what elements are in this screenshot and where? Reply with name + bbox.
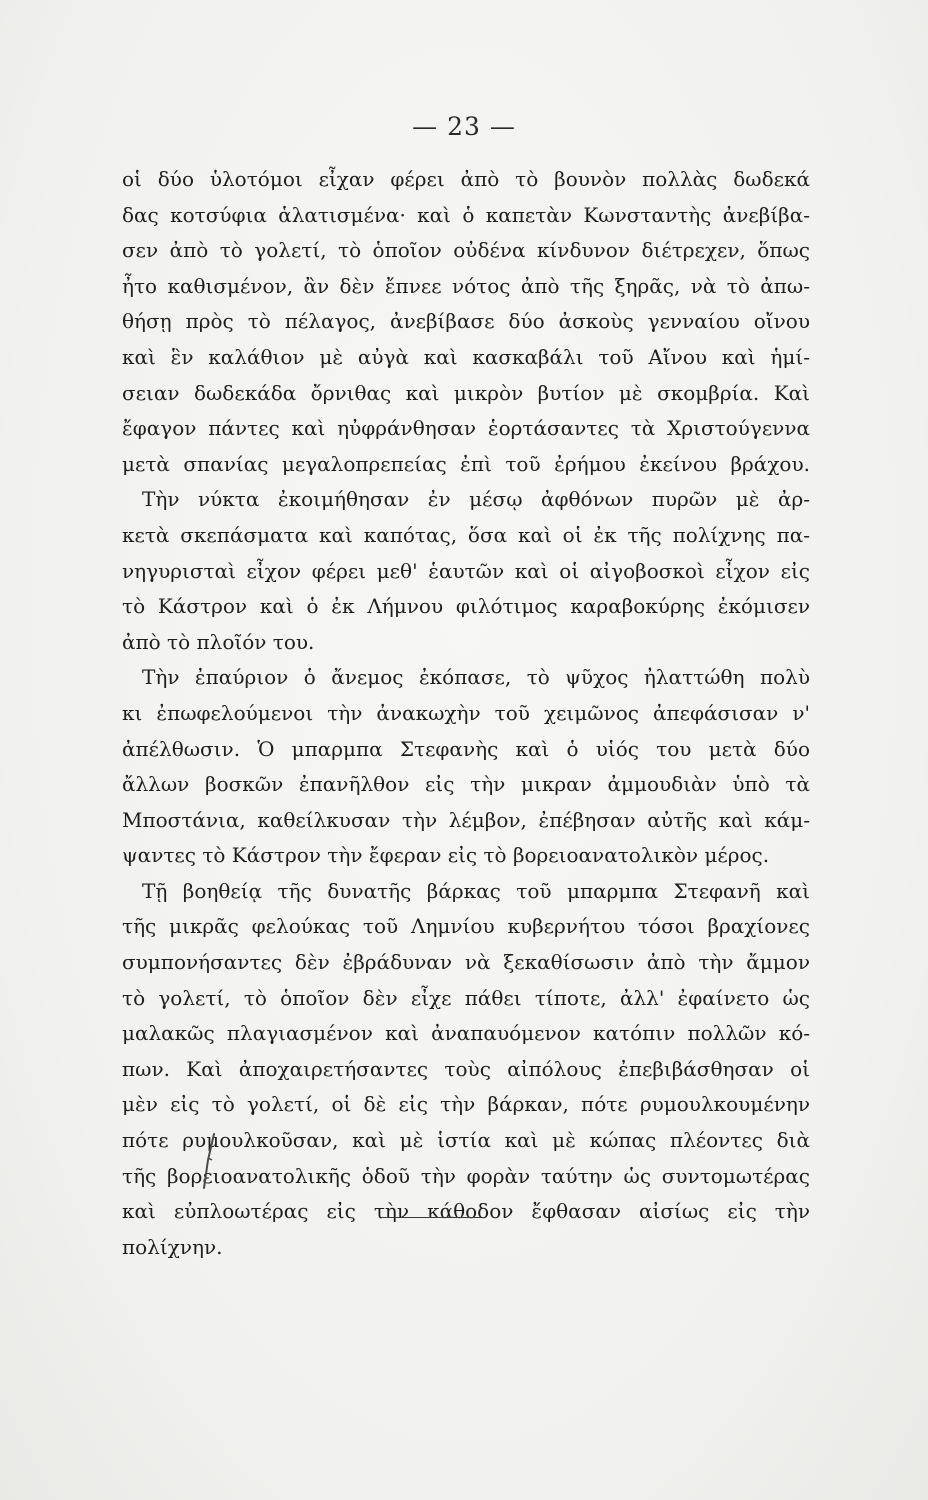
text-line: οἱ δύο ὑλοτόμοι εἶχαν φέρει ἀπὸ τὸ βουνὸν πολλὰς δωδεκά bbox=[122, 167, 810, 191]
paragraph-2 bbox=[122, 482, 810, 660]
text-line: ἀπὸ τὸ πλοῖόν του. bbox=[122, 629, 315, 654]
text-line: καὶ ἓν καλάθιον μὲ αὐγὰ καὶ κασκαβάλι τοῦ Αἴνου καὶ ἡμί- bbox=[122, 344, 810, 369]
text-line: Τὴν νύκτα ἐκοιμήθησαν ἐν μέσῳ ἀφθόνων πυρῶν μὲ ἀρ- bbox=[142, 487, 810, 512]
text-line: Μποστάνια, καθείλκυσαν τὴν λέμβον, ἐπέβησαν αὐτῆς καὶ κάμ- bbox=[122, 807, 810, 832]
text-line: ψαντες τὸ Κάστρον τὴν ἔφεραν εἰς τὸ βορειοανατολικὸν μέρος. bbox=[122, 843, 770, 868]
text-line: τὸ γολετί, τὸ ὁποῖον δὲν εἶχε πάθει τίποτε, ἀλλ' ἐφαίνετο ὡς bbox=[122, 985, 810, 1010]
text-line: σεν ἀπὸ τὸ γολετί, τὸ ὁποῖον οὐδένα κίνδυνον διέτρεχεν, ὅπως bbox=[122, 238, 810, 263]
paragraph-3 bbox=[122, 660, 810, 874]
text-line: τὸ Κάστρον καὶ ὁ ἐκ Λήμνου φιλότιμος καραβοκύρης ἐκόμισεν bbox=[122, 594, 810, 619]
text-line: πων. Καὶ ἀποχαιρετήσαντες τοὺς αἰπόλους ἐπεβιβάσθησαν οἱ bbox=[122, 1056, 810, 1081]
end-divider bbox=[383, 1217, 481, 1218]
text-line: μετὰ σπανίας μεγαλοπρεπείας ἐπὶ τοῦ ἐρήμου ἐκείνου βράχου. bbox=[122, 451, 810, 476]
text-line: πότε ρυμουλκοῦσαν, καὶ μὲ ἱστία καὶ μὲ κώπας πλέοντες διὰ bbox=[122, 1128, 810, 1153]
text-line: κετὰ σκεπάσματα καὶ καπότας, ὅσα καὶ οἱ ἐκ τῆς πολίχνης πα- bbox=[122, 522, 810, 547]
text-line: ἄλλων βοσκῶν ἐπανῆλθον εἰς τὴν μικραν ἀμμουδιὰν ὑπὸ τὰ bbox=[122, 772, 810, 797]
text-line: ἦτο καθισμένον, ἂν δὲν ἔπνεε νότος ἀπὸ τῆς ξηρᾶς, νὰ τὸ ἀπω- bbox=[122, 273, 810, 298]
text-line: κι ἐπωφελούμενοι τὴν ἀνακωχὴν τοῦ χειμῶνος ἀπεφάσισαν ν' bbox=[122, 700, 810, 725]
text-line: ἔφαγον πάντες καὶ ηὐφράνθησαν ἑορτάσαντες τὰ Χριστούγεννα bbox=[122, 416, 810, 441]
text-line: μαλακῶς πλαγιασμένον καὶ ἀναπαυόμενον κατόπιν πολλῶν κό- bbox=[122, 1021, 810, 1046]
text-line: συμπονήσαντες δὲν ἐβράδυναν νὰ ξεκαθίσωσιν ἀπὸ τὴν ἄμμον bbox=[122, 950, 810, 975]
text-line: δας κοτσύφια ἁλατισμένα· καὶ ὁ καπετὰν Κωνσταντὴς ἀνεβίβα- bbox=[122, 202, 810, 227]
text-line: μὲν εἰς τὸ γολετί, οἱ δὲ εἰς τὴν βάρκαν, πότε ρυμουλκουμένην bbox=[122, 1092, 810, 1117]
text-line: θήσῃ πρὸς τὸ πέλαγος, ἀνεβίβασε δύο ἀσκοὺς γενναίου οἴνου bbox=[122, 309, 810, 334]
paragraph-1 bbox=[122, 162, 810, 482]
text-line: σειαν δωδεκάδα ὄρνιθας καὶ μικρὸν βυτίον μὲ σκομβρία. Καὶ bbox=[122, 380, 810, 405]
text-line: ἀπέλθωσιν. Ὁ μπαρμπα Στεφανὴς καὶ ὁ υἱός του μετὰ δύο bbox=[122, 736, 810, 761]
text-line: Τῇ βοηθείᾳ τῆς δυνατῆς βάρκας τοῦ μπαρμπα Στεφανῆ καὶ bbox=[142, 878, 810, 903]
body-text bbox=[122, 162, 810, 1265]
paragraph-4 bbox=[122, 874, 810, 1266]
text-line: τῆς βορειοανατολικῆς ὁδοῦ τὴν φορὰν ταύτην ὡς συντομωτέρας bbox=[122, 1163, 810, 1188]
text-line: πολίχνην. bbox=[122, 1234, 223, 1259]
text-line: καὶ εὐπλοωτέρας εἰς τὴν κάθοδον ἔφθασαν αἰσίως εἰς τὴν bbox=[122, 1199, 810, 1224]
text-line: τῆς μικρᾶς φελούκας τοῦ Λημνίου κυβερνήτου τόσοι βραχίονες bbox=[122, 914, 810, 939]
page-number: — 23 — bbox=[412, 112, 516, 141]
text-line: Τὴν ἐπαύριον ὁ ἄνεμος ἐκόπασε, τὸ ψῦχος ἠλαττώθη πολὺ bbox=[142, 665, 810, 690]
text-line: νηγυρισταὶ εἶχον φέρει μεθ' ἑαυτῶν καὶ οἱ αἰγοβοσκοὶ εἶχον εἰς bbox=[122, 558, 810, 583]
